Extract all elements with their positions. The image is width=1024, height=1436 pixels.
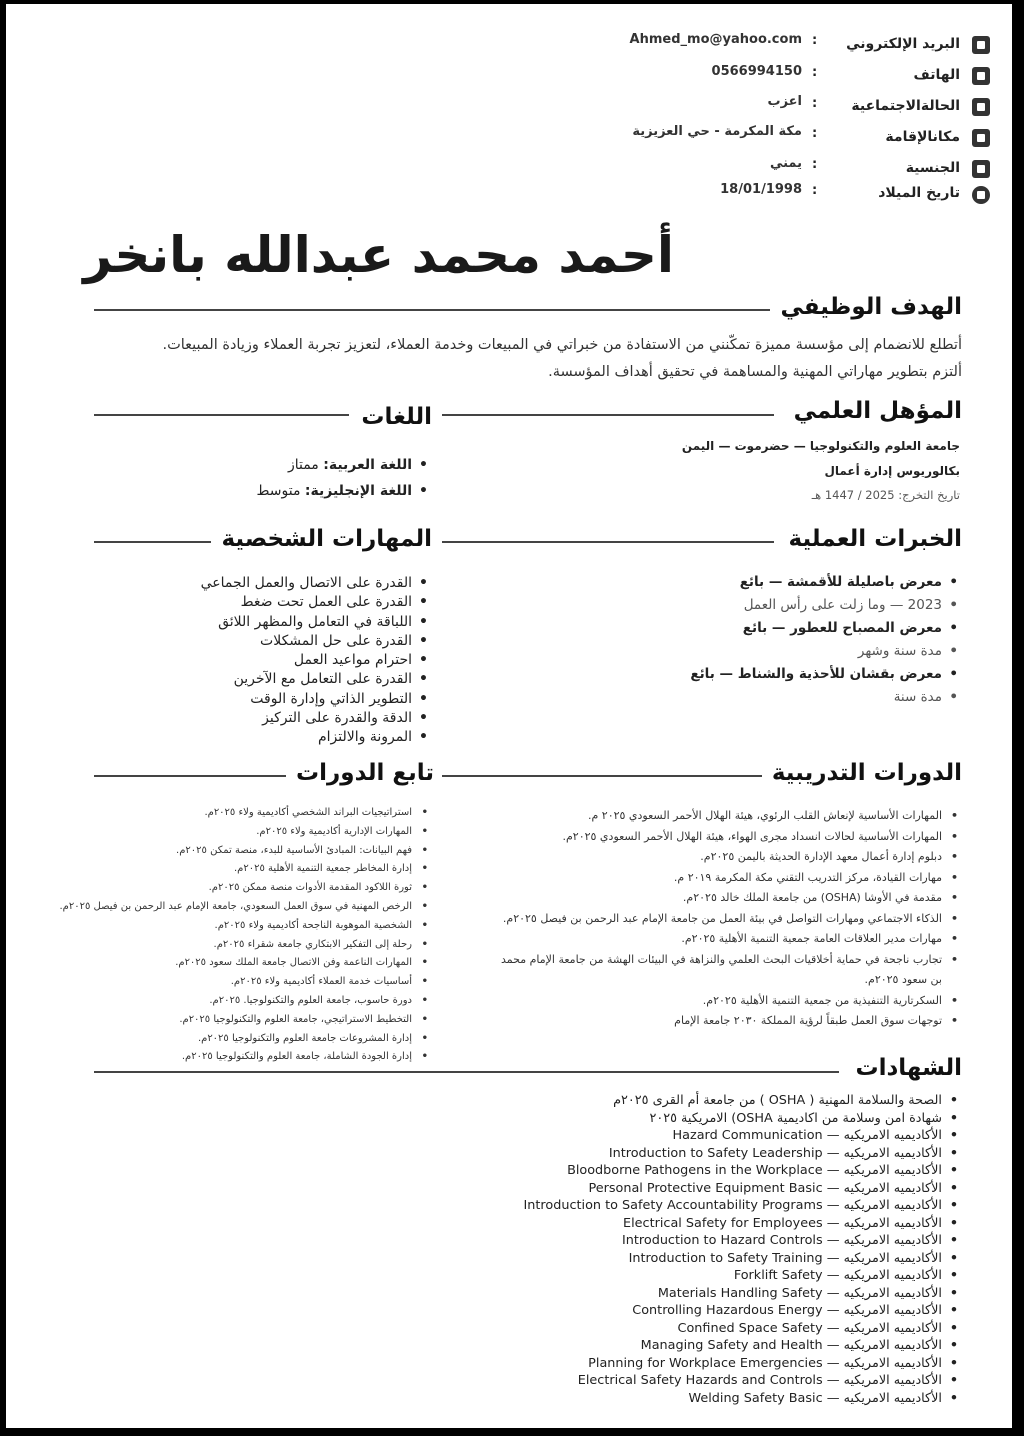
divider xyxy=(94,309,774,311)
divider xyxy=(94,775,294,777)
experience-item: • معرض بقشان للأحذية والشناط — بائع xyxy=(690,663,960,686)
divider xyxy=(442,414,774,416)
nationality-value: يمني xyxy=(769,156,802,171)
phone-icon xyxy=(972,67,990,85)
marital-value: اعزب xyxy=(767,94,802,109)
divider xyxy=(442,775,774,777)
personal-skills-list xyxy=(201,574,430,748)
training-item-continued: بن سعود ٢٠٢٥م. xyxy=(864,973,942,986)
certificate-item: • الأكاديميه الامريكيه — Introduction to Safety Leadership xyxy=(524,1145,960,1163)
phone-value[interactable]: 0566994150 xyxy=(711,64,802,79)
certificate-item: • الأكاديميه الامريكيه — Electrical Safety for Employees xyxy=(524,1215,960,1233)
cake-icon xyxy=(972,186,990,204)
training-item: • المهارات الأساسية لحالات انسداد مجرى الهواء، هيئة الهلال الأحمر السعودي ٢٠٢٥م. xyxy=(501,827,960,848)
course-item: • رحلة إلى التفكير الابتكاري جامعة شقراء ٢٠٢٥م. xyxy=(60,936,431,955)
certificate-item: • الأكاديميه الامريكيه — Personal Protective Equipment Basic xyxy=(524,1180,960,1198)
course-item: • دورة حاسوب، جامعة العلوم والتكنولوجيا. ٢٠٢٥م. xyxy=(60,992,431,1011)
email-value[interactable]: Ahmed_mo@yahoo.com xyxy=(629,32,802,47)
location-icon xyxy=(972,129,990,147)
training-item: • دبلوم إدارة أعمال معهد الإدارة الحديثة باليمن ٢٠٢٥م. xyxy=(501,847,960,868)
skill-item: • اللباقة في التعامل والمظهر اللائق xyxy=(201,613,430,632)
certificate-item: • الأكاديميه الامريكيه — Confined Space Safety xyxy=(524,1320,960,1338)
skill-item: • المرونة والالتزام xyxy=(201,728,430,747)
course-item: • الشخصية الموهوبة الناجحة أكاديمية ولاء ٢٠٢٥م. xyxy=(60,917,431,936)
course-item: • أساسيات خدمة العملاء أكاديمية ولاء ٢٠٢٥م. xyxy=(60,973,431,992)
skill-item: • التطوير الذاتي وإدارة الوقت xyxy=(201,690,430,709)
skill-item: • القدرة على حل المشكلات xyxy=(201,632,430,651)
colon: : xyxy=(812,126,818,141)
colon: : xyxy=(812,96,818,111)
training-item: • مقدمة في الأوشا (OSHA) من جامعة الملك خالد ٢٠٢٥م. xyxy=(501,888,960,909)
certificate-item: • الأكاديميه الامريكيه — Introduction to Safety Training xyxy=(524,1250,960,1268)
experience-item: • مدة سنة وشهر xyxy=(690,640,960,663)
certificate-item: • الأكاديميه الامريكيه — Introduction to Safety Accountability Programs xyxy=(524,1197,960,1215)
training-item: • مهارات مدير العلاقات العامة جمعية التنمية الأهلية ٢٠٢٥م. xyxy=(501,929,960,950)
user-icon xyxy=(972,98,990,116)
resume-page xyxy=(6,4,1012,1428)
birth-label: تاريخ الميلاد xyxy=(878,185,960,201)
course-item: • إدارة المشروعات جامعة العلوم والتكنولوجيا ٢٠٢٥م. xyxy=(60,1030,431,1049)
divider xyxy=(94,414,349,416)
course-item: • فهم البيانات: المبادئ الأساسية للبدء، منصة تمكن ٢٠٢٥م. xyxy=(60,842,431,861)
certificate-item: • الأكاديميه الامريكيه — Forklift Safety xyxy=(524,1267,960,1285)
experience-title: الخبرات العملية xyxy=(779,526,962,552)
graduation-date: تاريخ التخرج: 2025 / 1447 هـ xyxy=(811,488,960,502)
more-courses-title: تابع الدورات xyxy=(286,760,434,786)
certificate-item: • الأكاديميه الامريكيه — Materials Handling Safety xyxy=(524,1285,960,1303)
skill-item: • القدرة على التعامل مع الآخرين xyxy=(201,670,430,689)
skill-item: • القدرة على العمل تحت ضغط xyxy=(201,593,430,612)
colon: : xyxy=(812,183,818,198)
email-label: البريد الإلكتروني xyxy=(846,36,960,52)
personal-skills-title: المهارات الشخصية xyxy=(211,526,432,552)
colon: : xyxy=(812,33,818,48)
marital-label: الحالةالاجتماعية xyxy=(851,98,960,114)
experience-item: • 2023 — وما زلت على رأس العمل xyxy=(690,594,960,617)
divider xyxy=(442,541,774,543)
phone-label: الهاتف xyxy=(913,67,960,83)
experience-item: • معرض المصباح للعطور — بائع xyxy=(690,617,960,640)
course-item: • استراتيجيات البراند الشخصي أكاديمية ولاء ٢٠٢٥م. xyxy=(60,804,431,823)
experience-item: • معرض باصليلة للأقمشة — بائع xyxy=(690,571,960,594)
languages-list xyxy=(256,452,430,504)
skill-item: • الدقة والقدرة على التركيز xyxy=(201,709,430,728)
course-item: • إدارة الجودة الشاملة، جامعة العلوم والتكنولوجيا ٢٠٢٥م. xyxy=(60,1048,431,1067)
certificate-item: • الأكاديميه الامريكيه — Hazard Communication xyxy=(524,1127,960,1145)
training-item: • المهارات الأساسية لإنعاش القلب الرئوي، هيئة الهلال الأحمر السعودي ٢٠٢٥ م. xyxy=(501,806,960,827)
certificate-item: • الأكاديميه الامريكيه — Welding Safety Basic xyxy=(524,1390,960,1408)
certificate-item: • الصحة والسلامة المهنية ( OSHA ) من جامعة أم القرى ٢٠٢٥م xyxy=(524,1092,960,1110)
training-item: • الذكاء الاجتماعي ومهارات التواصل في بيئة العمل من جامعة الإمام عبد الرحمن بن فيصل ٢٠٢٥م. xyxy=(501,909,960,930)
education-title: المؤهل العلمي xyxy=(784,398,962,424)
course-item: • إدارة المخاطر جمعية التنمية الأهلية ٢٠٢٥م. xyxy=(60,860,431,879)
training-item: • السكرتارية التنفيذية من جمعية التنمية الأهلية ٢٠٢٥م. xyxy=(501,991,960,1012)
divider xyxy=(94,1071,839,1073)
residence-value: مكة المكرمة - حي العزيزية xyxy=(632,124,802,139)
email-icon xyxy=(972,36,990,54)
certificate-item: • الأكاديميه الامريكيه — Managing Safety and Health xyxy=(524,1337,960,1355)
course-item: • المهارات الإدارية أكاديمية ولاء ٢٠٢٥م. xyxy=(60,823,431,842)
id-card-icon xyxy=(972,160,990,178)
nationality-label: الجنسية xyxy=(905,160,960,176)
certificate-item: • الأكاديميه الامريكيه — Introduction to Hazard Controls xyxy=(524,1232,960,1250)
training-title: الدورات التدريبية xyxy=(762,760,962,786)
certificates-title: الشهادات xyxy=(845,1055,962,1081)
language-item: • اللغة العربية: ممتاز xyxy=(256,452,430,478)
birth-value: 18/01/1998 xyxy=(720,182,802,197)
course-item: • المهارات الناعمة وفن الاتصال جامعة الملك سعود ٢٠٢٥م. xyxy=(60,954,431,973)
certificates-list xyxy=(524,1092,960,1407)
training-item: • تجارب ناجحة في حماية أخلاقيات البحث العلمي والنزاهة في البيئات الهشة من جامعة الإمام محمد xyxy=(501,950,960,971)
certificate-item: • الأكاديميه الامريكيه — Planning for Workplace Emergencies xyxy=(524,1355,960,1373)
objective-text: أتطلع للانضمام إلى مؤسسة مميزة تمكّنني من الاستفادة من خبراتي في المبيعات وخدمة العملاء، لتعزيز تجربة العملاء وزيادة المبيعات. ألتزم بتطوير مهاراتي المهنية والمساهمة في تحقيق أهداف المؤسسة. xyxy=(162,337,962,380)
full-name: أحمد محمد عبدالله بانخر xyxy=(83,226,674,284)
objective-title: الهدف الوظيفي xyxy=(770,294,962,320)
course-item: • ثورة اللاكود المقدمة الأدوات منصة ممكن ٢٠٢٥م. xyxy=(60,879,431,898)
course-item: • الرخص المهنية في سوق العمل السعودي، جامعة الإمام عبد الرحمن بن فيصل ٢٠٢٥م. xyxy=(60,898,431,917)
more-courses-list xyxy=(60,804,431,1067)
colon: : xyxy=(812,157,818,172)
language-item: • اللغة الإنجليزية: متوسط xyxy=(256,478,430,504)
course-item: • التخطيط الاستراتيجي، جامعة العلوم والتكنولوجيا ٢٠٢٥م. xyxy=(60,1011,431,1030)
languages-title: اللغات xyxy=(351,404,432,430)
experience-item: • مدة سنة xyxy=(690,686,960,709)
university: جامعة العلوم والتكنولوجيا — حضرموت — اليمن xyxy=(681,439,960,453)
training-item: • توجهات سوق العمل طبقاً لرؤية المملكة ٢٠٣٠ جامعة الإمام xyxy=(501,1011,960,1032)
training-item: • مهارات القيادة، مركز التدريب التقني مكة المكرمة ٢٠١٩ م. xyxy=(501,868,960,889)
certificate-item: • الأكاديميه الامريكيه — Bloodborne Pathogens in the Workplace xyxy=(524,1162,960,1180)
degree: بكالوريوس إدارة أعمال xyxy=(824,464,960,478)
skill-item: • احترام مواعيد العمل xyxy=(201,651,430,670)
certificate-item: • الأكاديميه الامريكيه — Controlling Hazardous Energy xyxy=(524,1302,960,1320)
certificate-item: • الأكاديميه الامريكيه — Electrical Safety Hazards and Controls xyxy=(524,1372,960,1390)
experience-list xyxy=(690,571,960,709)
training-list xyxy=(501,806,960,1032)
skill-item: • القدرة على الاتصال والعمل الجماعي xyxy=(201,574,430,593)
residence-label: مكانالإقامة xyxy=(885,129,960,145)
certificate-item: • شهادة امن وسلامة من اكاديمية OSHA) الامريكية ٢٠٢٥ xyxy=(524,1110,960,1128)
colon: : xyxy=(812,65,818,80)
